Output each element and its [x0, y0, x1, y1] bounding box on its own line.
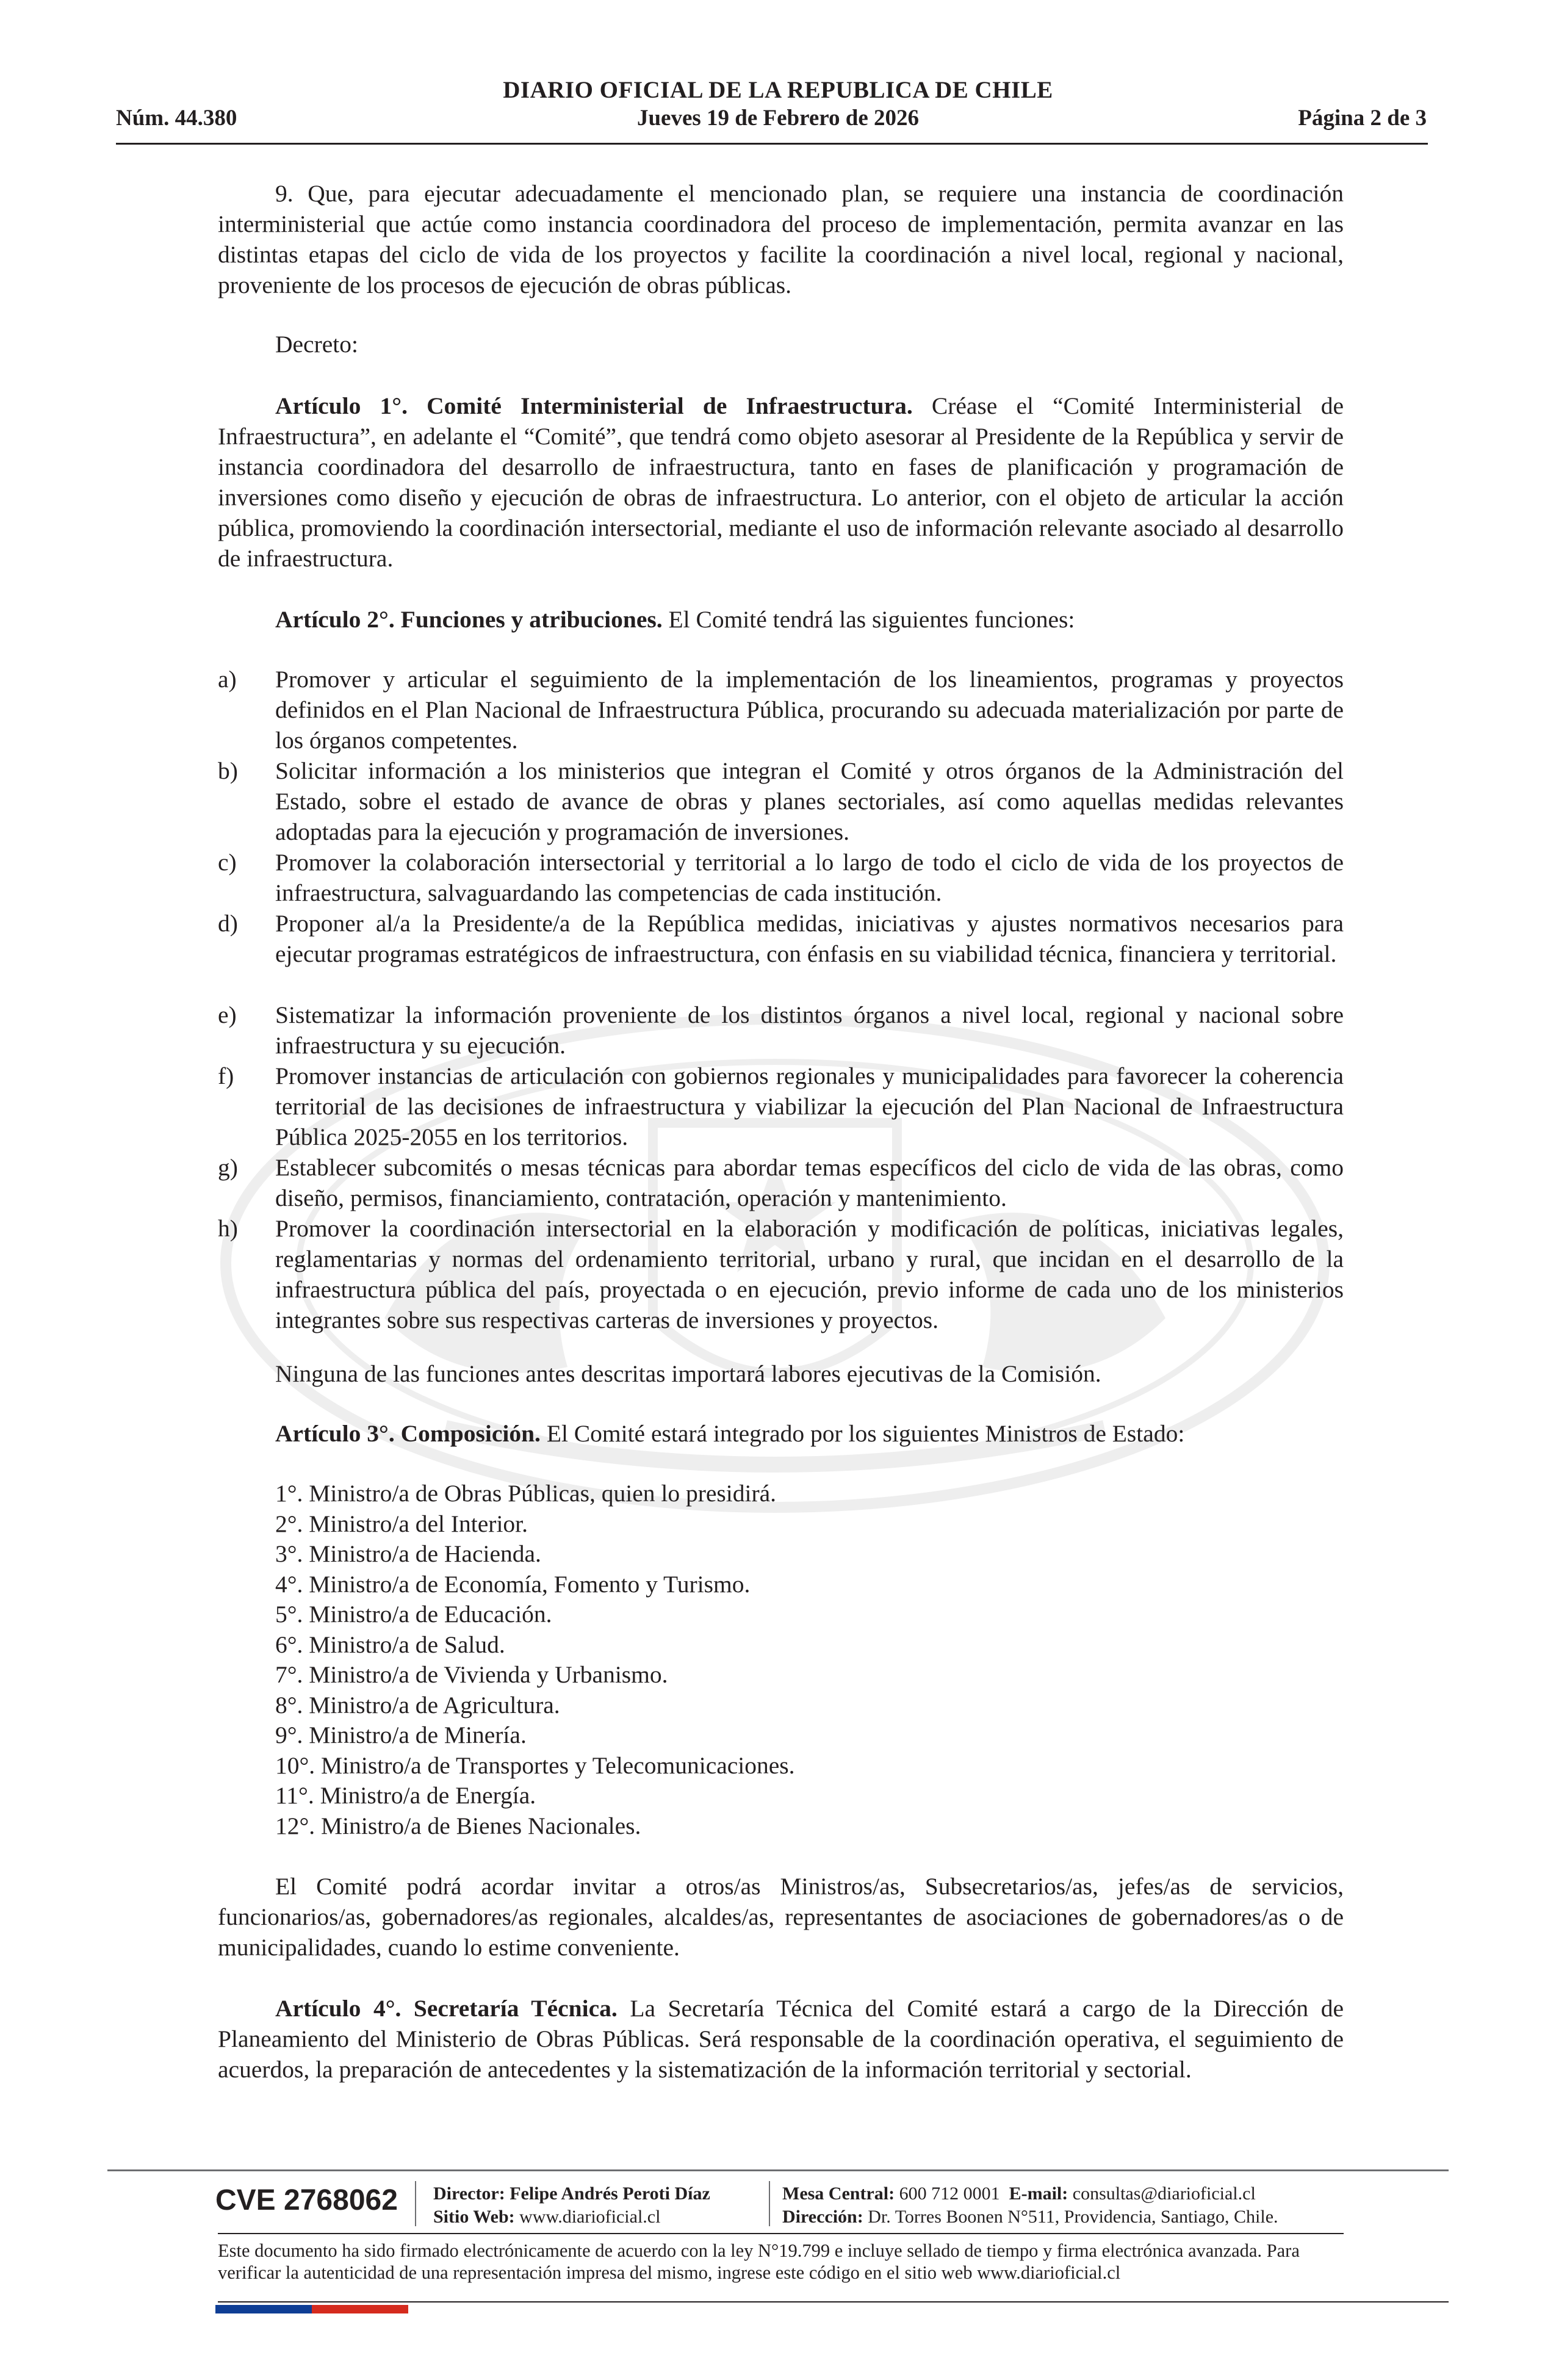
- function-marker: d): [218, 910, 238, 937]
- minister-item: 9°. Ministro/a de Minería.: [275, 1722, 527, 1748]
- footer-divider: [107, 2169, 1449, 2171]
- email-link[interactable]: consultas@diarioficial.cl: [1072, 2183, 1256, 2204]
- function-item: Promover la colaboración intersectorial y territorial a lo largo de todo el ciclo de vida de los proyectos de infraestructura, salvaguardando las competencias de cada institución.: [275, 849, 1344, 906]
- consideration-9: 9. Que, para ejecutar adecuadamente el mencionado plan, se requiere una instancia de coordinación interministerial que actúe como instancia coordinadora del proceso de implementación, permita avanzar en las distintas etapas del ciclo de vida de los proyectos y facilite la coordinación a nivel local, regional y nacional, proveniente de los procesos de ejecución de obras públicas.: [218, 180, 1344, 298]
- legal-notice: Este documento ha sido firmado electrónicamente de acuerdo con la ley N°19.799 e incluye sellado de tiempo y firma electrónica avanzada. Para verificar la autenticidad de una representación impresa del mismo, ingrese este código en el sitio web www.diarioficial.cl: [218, 2240, 1300, 2283]
- functions-note: Ninguna de las funciones antes descritas importará labores ejecutivas de la Comisión.: [275, 1360, 1101, 1387]
- article-4-title: Artículo 4°. Secretaría Técnica.: [275, 1995, 618, 2022]
- minister-item: 8°. Ministro/a de Agricultura.: [275, 1691, 560, 1718]
- function-marker: f): [218, 1062, 234, 1089]
- site-label: Sitio Web:: [433, 2207, 515, 2227]
- minister-item: 11°. Ministro/a de Energía.: [275, 1782, 536, 1809]
- function-marker: b): [218, 757, 238, 784]
- decreto-heading: Decreto:: [275, 331, 358, 358]
- footer-divider: [218, 2301, 1449, 2302]
- director-label: Director:: [433, 2183, 505, 2204]
- footer-separator: [769, 2181, 770, 2226]
- publication-title: DIARIO OFICIAL DE LA REPUBLICA DE CHILE: [503, 77, 1053, 103]
- address-value: Dr. Torres Boonen N°511, Providencia, Santiago, Chile.: [868, 2207, 1278, 2227]
- phone-value: 600 712 0001: [899, 2183, 1000, 2204]
- minister-item: 4°. Ministro/a de Economía, Fomento y Turismo.: [275, 1570, 751, 1598]
- minister-item: 7°. Ministro/a de Vivienda y Urbanismo.: [275, 1661, 668, 1688]
- function-marker: h): [218, 1215, 238, 1242]
- function-item: Proponer al/a la Presidente/a de la República medidas, iniciativas y ajustes normativos necesarios para ejecutar programas estratégicos de infraestructura, con énfasis en su viabilidad técnica, financiera y territorial.: [275, 910, 1344, 967]
- article-3-invitation: El Comité podrá acordar invitar a otros/as Ministros/as, Subsecretarios/as, jefes/as de servicios, funcionarios/as, gobernadores/as regionales, alcaldes/as, representantes de asociaciones de gobernadores/as o de municipalidades, cuando lo estime conveniente.: [218, 1873, 1344, 1961]
- email-label: E-mail:: [1009, 2183, 1068, 2204]
- function-item: Promover y articular el seguimiento de la implementación de los lineamientos, programas y proyectos definidos en el Plan Nacional de Infraestructura Pública, procurando su adecuada materialización por parte de los órganos competentes.: [275, 666, 1344, 754]
- article-3: [218, 1418, 1344, 1449]
- article-3-title: Artículo 3°. Composición.: [275, 1420, 541, 1447]
- footer-separator: [415, 2181, 416, 2226]
- function-marker: g): [218, 1154, 238, 1181]
- article-1: [218, 391, 1344, 574]
- function-item: Sistematizar la información proveniente de los distintos órganos a nivel local, regional y nacional sobre infraestructura y su ejecución.: [275, 1001, 1344, 1059]
- footer-divider: [218, 2233, 1344, 2234]
- minister-item: 6°. Ministro/a de Salud.: [275, 1631, 505, 1658]
- article-1-title: Artículo 1°. Comité Interministerial de Infraestructura.: [275, 392, 913, 419]
- article-4: [218, 1993, 1344, 2085]
- flag-stripe-blue: [215, 2305, 312, 2313]
- address-label: Dirección:: [782, 2207, 863, 2227]
- footer-director-block: [433, 2182, 710, 2229]
- function-item: Establecer subcomités o mesas técnicas para abordar temas específicos del ciclo de vida de las obras, como diseño, permisos, financiamiento, contratación, operación y mantenimiento.: [275, 1154, 1344, 1211]
- minister-item: 1°. Ministro/a de Obras Públicas, quien lo presidirá.: [275, 1480, 777, 1507]
- issue-number: Núm. 44.380: [116, 106, 237, 131]
- article-3-text: El Comité estará integrado por los siguientes Ministros de Estado:: [540, 1420, 1185, 1447]
- function-item: Promover instancias de articulación con gobiernos regionales y municipalidades para favorecer la coherencia territorial de las decisiones de infraestructura y viabilizar la ejecución del Plan Nacional de Infraestructura Pública 2025-2055 en los territorios.: [275, 1062, 1344, 1150]
- cve-code: CVE 2768062: [215, 2184, 398, 2216]
- minister-item: 5°. Ministro/a de Educación.: [275, 1601, 552, 1628]
- function-marker: a): [218, 666, 237, 693]
- phone-label: Mesa Central:: [782, 2183, 895, 2204]
- director-name: Felipe Andrés Peroti Díaz: [510, 2183, 710, 2204]
- footer-contact-block: [782, 2182, 1278, 2229]
- function-item: Promover la coordinación intersectorial en la elaboración y modificación de políticas, iniciativas legales, reglamentarias y normas del ordenamiento territorial, urbano y rural, que incidan en el desarrollo de la infraestructura pública del país, proyectada o en ejecución, previo informe de cada uno de los ministerios integrantes sobre sus respectivas carteras de inversiones y proyectos.: [275, 1215, 1344, 1333]
- minister-item: 10°. Ministro/a de Transportes y Telecomunicaciones.: [275, 1751, 795, 1779]
- article-2-title: Artículo 2°. Funciones y atribuciones.: [275, 606, 663, 633]
- function-marker: e): [218, 1001, 237, 1028]
- article-2-text: El Comité tendrá las siguientes funciones:: [662, 606, 1075, 633]
- site-link[interactable]: www.diarioficial.cl: [519, 2207, 661, 2227]
- article-4-text: La Secretaría Técnica del Comité estará a cargo de la Dirección de Planeamiento del Ministerio de Obras Públicas. Será responsable de la coordinación operativa, el seguimiento de acuerdos, la preparación de antecedentes y la sistematización de la información territorial y sectorial.: [218, 1995, 1344, 2083]
- function-item: Solicitar información a los ministerios que integran el Comité y otros órganos de la Administración del Estado, sobre el estado de avance de obras y planes sectoriales, así como aquellas medidas relevantes adoptadas para la ejecución y programación de inversiones.: [275, 757, 1344, 845]
- minister-item: 2°. Ministro/a del Interior.: [275, 1510, 528, 1537]
- flag-stripe-red: [312, 2305, 408, 2313]
- minister-item: 3°. Ministro/a de Hacienda.: [275, 1540, 541, 1567]
- issue-date: Jueves 19 de Febrero de 2026: [636, 106, 920, 131]
- minister-item: 12°. Ministro/a de Bienes Nacionales.: [275, 1812, 641, 1839]
- article-2: [218, 604, 1344, 635]
- header-divider: [116, 143, 1428, 145]
- page-indicator: Página 2 de 3: [1298, 106, 1427, 131]
- function-marker: c): [218, 849, 237, 876]
- article-1-text: Créase el “Comité Interministerial de Infraestructura”, en adelante el “Comité”, que tendrá como objeto asesorar al Presidente de la República y servir de instancia coordinadora del desarrollo de infraestructura, tanto en fases de planificación y programación de inversiones como diseño y ejecución de obras de infraestructura. Lo anterior, con el objeto de articular la acción pública, promoviendo la coordinación intersectorial, mediante el uso de información relevante asociado al desarrollo de infraestructura.: [218, 392, 1344, 572]
